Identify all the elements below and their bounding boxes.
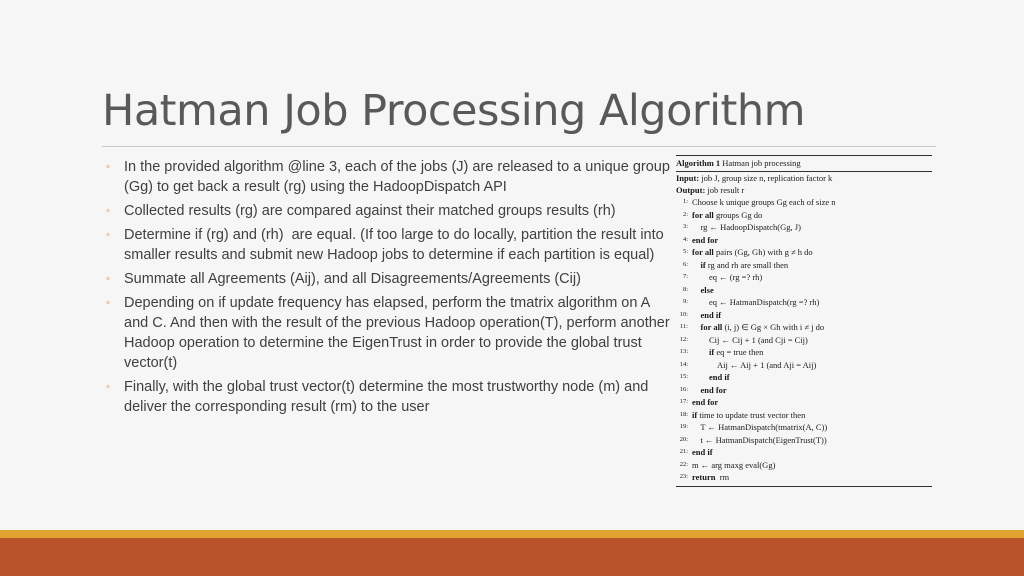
algorithm-line-number: 16: [679,385,688,393]
algorithm-line [676,284,932,297]
algorithm-line [676,309,932,322]
algorithm-figure [676,155,932,487]
algorithm-line-number: 4: [682,235,688,243]
algorithm-line-number: 18: [679,410,688,418]
algorithm-line-text: if eq = true then [709,347,764,357]
bullet-list [106,157,674,421]
algorithm-output [676,184,932,196]
algorithm-line-text: if rg and rh are small then [700,259,789,270]
algorithm-line [676,196,932,209]
bullet-text: Depending on if update frequency has elapsed, perform the tmatrix algorithm on A and C. And then with the result of the previous Hadoop operation(T), perform another Hadoop operation to determine the EigenTrust in order to provide the global trust vector(t) [124,295,674,371]
bullet-marker-icon: ◦ [106,161,110,173]
footer-accent-bar [0,530,1024,538]
algorithm-line-text: Choose k unique groups Gg each of size n [692,197,836,207]
bullet-text: Determine if (rg) and (rh) are equal. (If too large to do locally, partition the result into smaller results and submit new Hadoop jobs to determine if each partition is equal) [124,227,668,263]
bullet-text: Summate all Agreements (Aij), and all Disagreements/Agreements (Cij) [124,271,581,287]
algorithm-line [676,384,932,397]
algorithm-line [676,296,932,309]
algorithm-line-number: 6: [682,260,688,268]
algorithm-line-number: 19: [679,423,688,430]
algorithm-line-number: 5: [682,248,688,255]
algorithm-line-number: 14: [679,360,688,368]
bullet-item [106,377,674,417]
algorithm-caption [676,156,932,170]
algorithm-line-text: t ← HatmanDispatch(EigenTrust(T)) [692,434,827,445]
algorithm-lines [676,196,932,484]
algorithm-line-number: 7: [682,273,688,280]
algorithm-line [676,246,932,259]
algorithm-line-text: for all groups Gg do [692,209,763,220]
algorithm-line-number: 9: [682,298,688,305]
algorithm-line [676,271,932,284]
algorithm-input [676,172,932,184]
algorithm-line [676,346,932,359]
algorithm-line [676,259,932,272]
algorithm-line-text: end for [692,234,719,245]
bullet-text: Finally, with the global trust vector(t) determine the most trustworthy node (m) and deliver the corresponding result (rm) to the user [124,379,653,415]
algorithm-line-text: if time to update trust vector then [692,409,806,420]
algorithm-line [676,471,932,484]
algorithm-line-text: return rm [692,472,730,482]
bullet-item [106,293,674,373]
algorithm-line-text: m ← arg maxg eval(Gg) [692,459,776,470]
algorithm-output-label: Output: [676,185,706,195]
algorithm-line-number: 2: [682,210,688,218]
bullet-item [106,157,674,197]
algorithm-line-text: T ← HatmanDispatch(tmatrix(A, C)) [692,422,828,432]
algorithm-input-label: Input: [676,173,700,183]
algorithm-line-number: 12: [679,335,688,343]
bullet-item [106,201,674,221]
algorithm-line [676,209,932,222]
bullet-text: Collected results (rg) are compared against their matched groups results (rh) [124,203,616,219]
algorithm-line-number: 15: [679,373,688,380]
algorithm-line-text: for all pairs (Gg, Gh) with g ≠ h do [692,247,813,257]
bullet-text: In the provided algorithm @line 3, each of the jobs (J) are released to a unique group (Gg) to get back a result (rg) using the HadoopDispatch API [124,159,674,195]
algorithm-line [676,221,932,234]
algorithm-line [676,434,932,447]
algorithm-line [676,396,932,409]
algorithm-line [676,446,932,459]
algorithm-line-text: end for [692,397,719,407]
algorithm-caption-text: Hatman job processing [722,158,801,168]
algorithm-line [676,459,932,472]
algorithm-line-number: 13: [679,348,688,355]
algorithm-line-number: 3: [682,223,688,230]
algorithm-line-text: end if [692,447,713,457]
algorithm-line-text: end if [709,372,730,382]
algorithm-line-text: end for [700,384,727,395]
footer-bar [0,538,1024,576]
bullet-item [106,269,674,289]
bullet-marker-icon: ◦ [106,273,110,285]
algorithm-line-text: Cij ← Cij + 1 (and Cji = Cij) [692,334,808,345]
algorithm-caption-label: Algorithm 1 [676,158,721,168]
algorithm-line-number: 22: [679,460,688,468]
algorithm-output-text: job result r [707,185,745,195]
algorithm-bottom-rule [676,486,932,487]
algorithm-line [676,321,932,334]
algorithm-line-text: Aij ← Aij + 1 (and Aji = Aij) [692,359,817,370]
bullet-marker-icon: ◦ [106,297,110,309]
algorithm-line [676,421,932,434]
bullet-marker-icon: ◦ [106,229,110,241]
bullet-marker-icon: ◦ [106,381,110,393]
slide-title: Hatman Job Processing Algorithm [102,86,806,136]
algorithm-line-number: 23: [679,473,688,480]
algorithm-line [676,234,932,247]
algorithm-line-number: 17: [679,398,688,405]
algorithm-line [676,409,932,422]
bullet-marker-icon: ◦ [106,205,110,217]
algorithm-line-number: 8: [682,285,688,293]
algorithm-line-text: else [700,284,714,295]
algorithm-line-number: 20: [679,435,688,443]
algorithm-line [676,359,932,372]
algorithm-line-number: 1: [682,198,688,205]
algorithm-line [676,371,932,384]
algorithm-line-number: 11: [679,323,688,330]
algorithm-line-text: eq ← (rg =? rh) [692,272,763,282]
algorithm-line-text: rg ← HadoopDispatch(Gg, J) [692,222,801,232]
algorithm-line-number: 10: [679,310,688,318]
algorithm-line-text: for all (i, j) ∈ Gg × Gh with i ≠ j do [700,322,825,332]
title-divider [102,146,936,147]
algorithm-input-text: job J, group size n, replication factor k [701,173,833,183]
bullet-item [106,225,674,265]
algorithm-line-text: end if [700,309,722,320]
algorithm-line-number: 21: [679,448,688,455]
algorithm-line-text: eq ← HatmanDispatch(rg =? rh) [692,297,820,307]
algorithm-line [676,334,932,347]
